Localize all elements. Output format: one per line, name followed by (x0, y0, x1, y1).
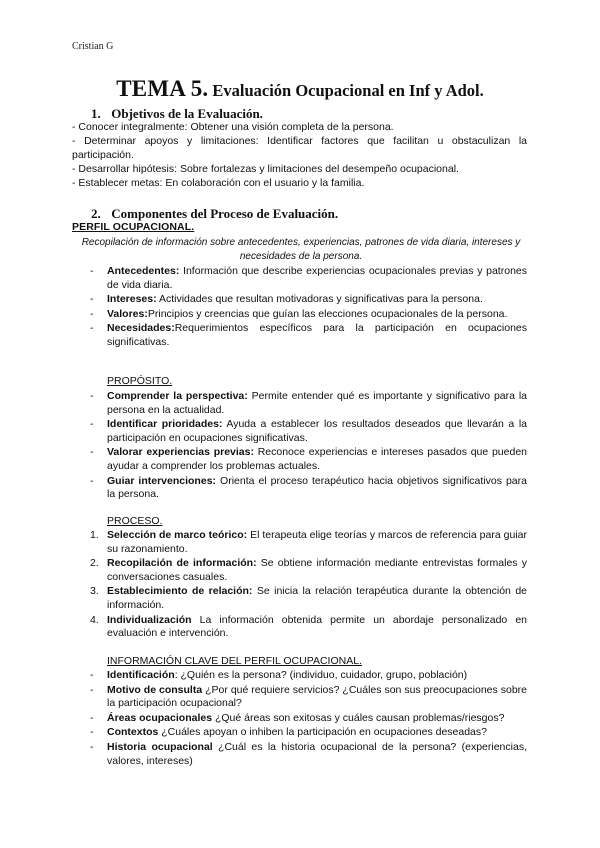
list-item: - Contextos ¿Cuáles apoyan o inhiben la participación en ocupaciones deseadas? (90, 726, 487, 739)
perfil-list (90, 265, 527, 351)
title-tema: TEMA 5. (116, 76, 209, 101)
list-item: - Antecedentes: Información que describe experiencias ocupacionales previas y patrones de vida diaria. (90, 265, 527, 291)
objective-line: - Establecer metas: En colaboración con el usuario y la familia. (72, 177, 365, 189)
section-2-number: 2. (91, 206, 101, 221)
list-item: 3. Establecimiento de relación: Se inicia la relación terapéutica durante la obtención de información. (90, 585, 527, 611)
list-item: - Motivo de consulta ¿Por qué requiere servicios? ¿Cuáles son sus preocupaciones sobre la participación ocupacional? (90, 683, 527, 710)
list-item: - Guiar intervenciones: Orienta el proceso terapéutico hacia objetivos significativos para la persona. (90, 474, 527, 501)
objective-line: - Determinar apoyos y limitaciones: Identificar factores que facilitan u obstaculizan la participación. (72, 135, 527, 161)
section-1-number: 1. (91, 106, 101, 121)
author-header: Cristian G (72, 41, 114, 52)
proposito-label: PROPÓSITO. (107, 375, 173, 387)
section-1-title: Objetivos de la Evaluación. (111, 106, 263, 121)
section-2-heading (91, 206, 338, 222)
section-2-title: Componentes del Proceso de Evaluación. (111, 206, 339, 221)
clave-label: INFORMACIÓN CLAVE DEL PERFIL OCUPACIONAL. (107, 655, 362, 667)
list-item: 1. Selección de marco teórico: El terapeuta elige teorías y marcos de referencia para guiar su razonamiento. (90, 529, 527, 555)
list-item: - Valores:Principios y creencias que guían las elecciones ocupacionales de la persona. (90, 307, 508, 320)
page-title (0, 76, 600, 102)
objective-line: - Conocer integralmente: Obtener una visión completa de la persona. (72, 121, 394, 133)
list-item: - Necesidades:Requerimientos específicos para la participación en ocupaciones significativas. (90, 322, 527, 348)
proceso-label: PROCESO. (107, 515, 163, 527)
proposito-list (90, 390, 527, 503)
list-item: - Historia ocupacional ¿Cuál es la historia ocupacional de la persona? (experiencias, valores, intereses) (90, 740, 527, 767)
proceso-list (90, 529, 527, 642)
clave-list (90, 669, 527, 769)
list-item: - Identificar prioridades: Ayuda a establecer los resultados deseados que llevarán a la participación en ocupaciones significativas. (90, 418, 527, 444)
list-item: - Intereses: Actividades que resultan motivadoras y significativas para la persona. (90, 293, 483, 306)
objective-line: - Desarrollar hipótesis: Sobre fortalezas y limitaciones del desempeño ocupacional. (72, 163, 459, 175)
list-item: 4. Individualización La información obtenida permite un abordaje personalizado en evaluación e intervención. (90, 613, 527, 640)
title-text: Evaluación Ocupacional en Inf y Adol. (212, 81, 484, 100)
list-item: - Valorar experiencias previas: Reconoce experiencias e intereses pasados que pueden ayudar a comprender los problemas actuales. (90, 446, 527, 472)
list-item: 2. Recopilación de información: Se obtiene información mediante entrevistas formales y conversaciones casuales. (90, 557, 527, 583)
objectives-list (72, 120, 527, 190)
list-item: - Comprender la perspectiva: Permite entender qué es importante y significativo para la persona en la actualidad. (90, 390, 528, 416)
perfil-heading: PERFIL OCUPACIONAL. (72, 221, 195, 233)
list-item: - Áreas ocupacionales ¿Qué áreas son exitosas y cuáles causan problemas/riesgos? (90, 711, 505, 724)
list-item: - Identificación: ¿Quién es la persona? (individuo, cuidador, grupo, población) (90, 669, 468, 681)
perfil-intro: Recopilación de información sobre antecedentes, experiencias, patrones de vida diaria, intereses y necesidades de la persona. (81, 237, 521, 262)
